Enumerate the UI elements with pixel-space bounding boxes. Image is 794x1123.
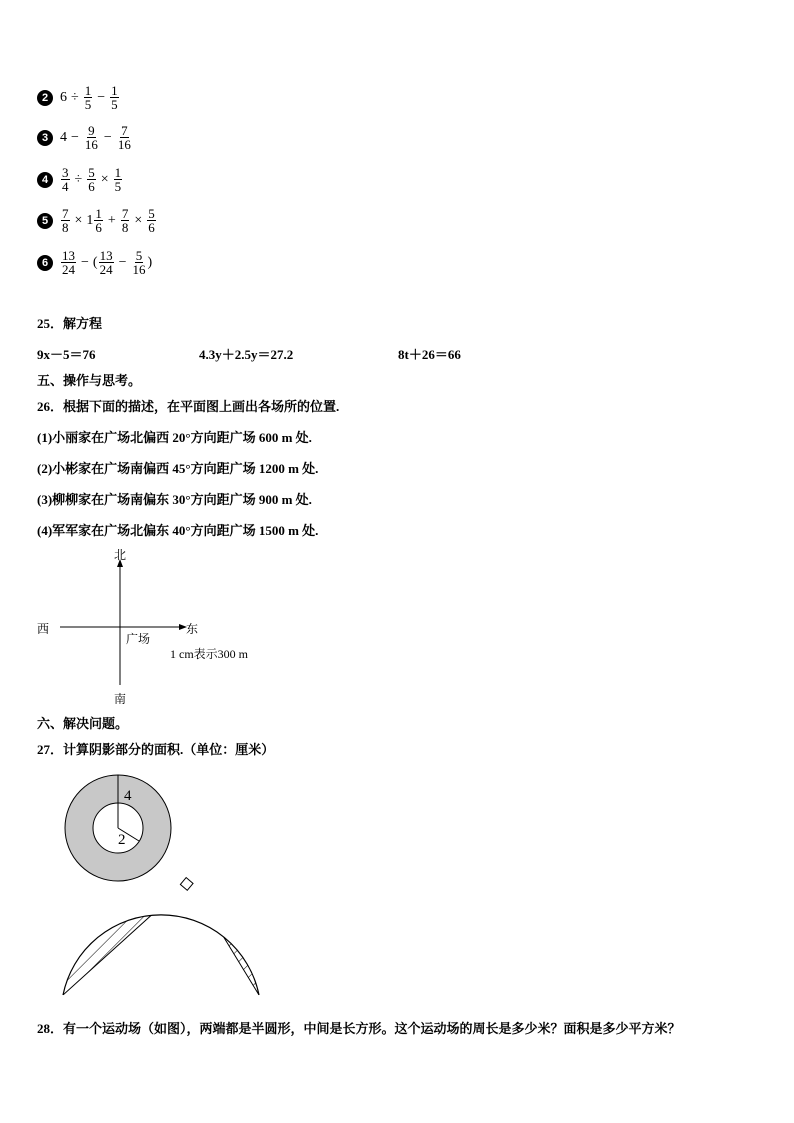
denominator: 16 xyxy=(117,137,131,152)
number: ( xyxy=(92,254,98,270)
problem-number: 6 xyxy=(37,255,53,271)
operator: ÷ xyxy=(74,171,83,187)
fraction xyxy=(114,166,123,193)
denominator: 16 xyxy=(84,137,98,152)
fraction xyxy=(99,249,114,276)
section-5-heading: 五、操作与思考。 xyxy=(37,373,142,388)
q26-item-2: (2)小彬家在广场南偏西 45°方向距广场 1200 m 处. xyxy=(37,461,319,476)
denominator: 8 xyxy=(121,220,129,235)
fraction xyxy=(94,207,103,234)
problem-number: 3 xyxy=(37,130,53,146)
equation-3: 8t＋26＝66 xyxy=(398,347,461,362)
fraction xyxy=(61,207,70,234)
numerator: 1 xyxy=(114,165,122,180)
calculation-row xyxy=(37,207,157,234)
denominator: 5 xyxy=(84,97,92,112)
right-hatched-region xyxy=(195,890,260,995)
scale-label: 1 cm表示300 m xyxy=(170,647,248,661)
fraction xyxy=(110,84,119,111)
numerator: 7 xyxy=(121,123,128,138)
fraction xyxy=(131,249,146,276)
fraction xyxy=(84,124,99,151)
inner-radius-label: 2 xyxy=(118,832,126,848)
calculation-row xyxy=(37,166,123,193)
problem-number: 5 xyxy=(37,213,53,229)
denominator: 5 xyxy=(111,97,118,112)
north-label: 北 xyxy=(114,548,127,562)
fraction xyxy=(117,124,132,151)
hatched-semicircle-figure xyxy=(55,865,270,1000)
operator: + xyxy=(107,212,116,228)
operator: × xyxy=(74,212,83,228)
q28-title: 28．有一个运动场（如图），两端都是半圆形，中间是长方形。这个运动场的周长是多少米？面积是多少平方米？ xyxy=(37,1021,681,1036)
number: 1 xyxy=(86,212,94,228)
operator: − xyxy=(81,254,89,270)
operator: − xyxy=(97,89,106,105)
numerator: 5 xyxy=(148,206,155,221)
number: 4 xyxy=(60,129,67,145)
calculation-row xyxy=(37,84,120,111)
section-6-heading: 六、解决问题。 xyxy=(37,716,129,731)
denominator: 16 xyxy=(132,262,146,277)
fraction xyxy=(84,84,93,111)
denominator: 5 xyxy=(114,179,122,194)
numerator: 1 xyxy=(95,206,102,221)
problem-number: 4 xyxy=(37,172,53,188)
numerator: 3 xyxy=(62,165,69,180)
fraction xyxy=(61,249,76,276)
q26-title: 26．根据下面的描述，在平面图上画出各场所的位置. xyxy=(37,399,340,414)
q27-title: 27．计算阴影部分的面积.（单位：厘米） xyxy=(37,742,275,757)
plaza-label: 广场 xyxy=(126,632,151,646)
q26-item-3: (3)柳柳家在广场南偏东 30°方向距广场 900 m 处. xyxy=(37,492,312,507)
q25-title: 25．解方程 xyxy=(37,316,103,331)
numerator: 9 xyxy=(88,123,95,138)
fraction xyxy=(147,207,156,234)
operator: − xyxy=(71,129,79,145)
denominator: 24 xyxy=(62,262,75,277)
denominator: 4 xyxy=(62,179,69,194)
fraction xyxy=(87,166,96,193)
denominator: 8 xyxy=(62,220,69,235)
denominator: 24 xyxy=(99,262,113,277)
calculation-row xyxy=(37,249,152,276)
numerator: 5 xyxy=(135,248,143,263)
left-hatched-region xyxy=(62,880,187,995)
fraction xyxy=(61,166,70,193)
denominator: 6 xyxy=(95,220,102,235)
denominator: 6 xyxy=(148,220,155,235)
numerator: 1 xyxy=(84,83,92,98)
q26-item-4: (4)军军家在广场北偏东 40°方向距广场 1500 m 处. xyxy=(37,523,319,538)
number: ) xyxy=(147,254,153,270)
numerator: 7 xyxy=(121,206,129,221)
outer-radius-label: 4 xyxy=(124,788,132,804)
numerator: 1 xyxy=(111,83,118,98)
equation-1: 9x－5＝76 xyxy=(37,347,96,362)
east-label: 东 xyxy=(186,622,199,636)
right-angle-marker xyxy=(180,878,193,891)
operator: × xyxy=(100,171,109,187)
operator: − xyxy=(118,254,127,270)
denominator: 6 xyxy=(88,179,95,194)
numerator: 13 xyxy=(62,248,75,263)
problem-number: 2 xyxy=(37,90,53,106)
fraction xyxy=(121,207,130,234)
numerator: 5 xyxy=(88,165,95,180)
equation-2: 4.3y＋2.5y＝27.2 xyxy=(199,347,294,362)
west-label: 西 xyxy=(37,622,50,636)
operator: − xyxy=(103,129,112,145)
calculation-row xyxy=(37,124,133,151)
number: 6 xyxy=(60,89,67,105)
south-label: 南 xyxy=(114,692,127,706)
numerator: 13 xyxy=(99,248,113,263)
numerator: 7 xyxy=(62,206,69,221)
q26-item-1: (1)小丽家在广场北偏西 20°方向距广场 600 m 处. xyxy=(37,430,312,445)
operator: × xyxy=(134,212,143,228)
operator: ÷ xyxy=(71,89,79,105)
